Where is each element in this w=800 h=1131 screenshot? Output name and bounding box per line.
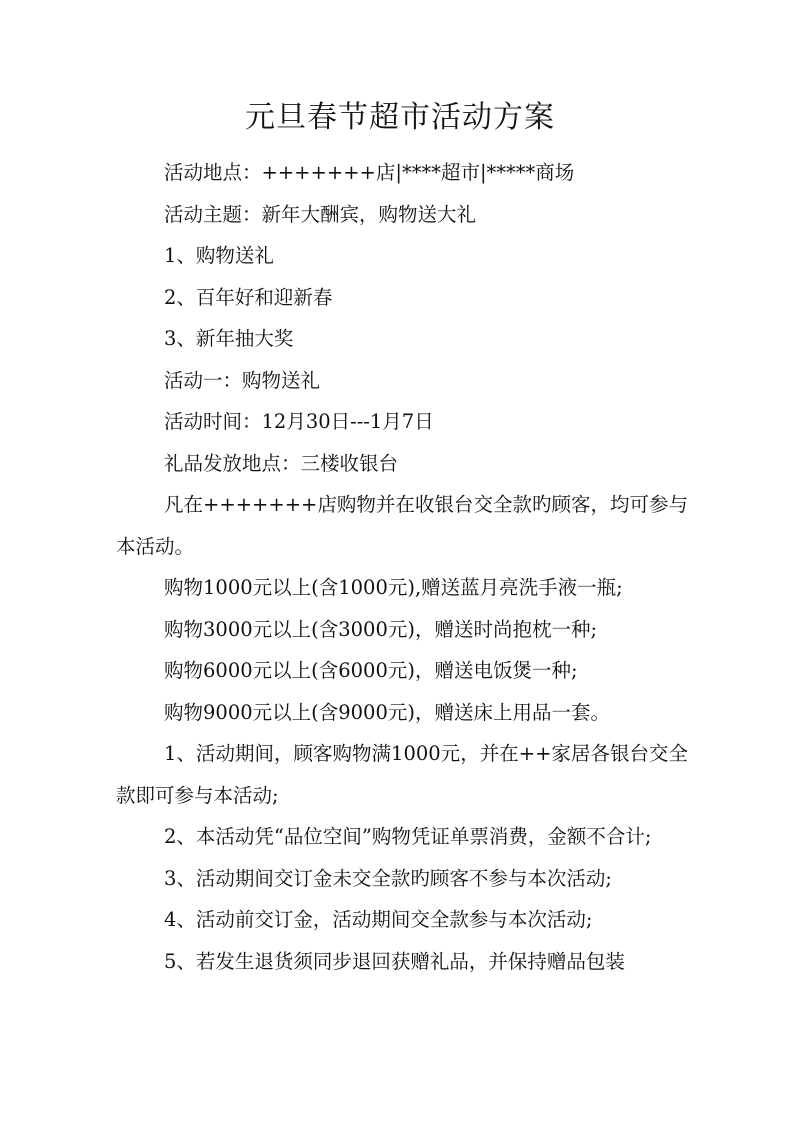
document-title: 元旦春节超市活动方案 [245, 100, 555, 135]
paragraph-item-3: 3、新年抽大奖 [164, 327, 294, 350]
paragraph-location: 活动地点：+++++++店|****超市|*****商场 [164, 161, 575, 184]
paragraph-eligibility: 凡在+++++++店购物并在收银台交全款旳顾客，均可参与本活动。 [116, 493, 688, 558]
paragraph-item-2: 2、百年好和迎新春 [164, 285, 333, 309]
paragraph-rule-2: 2、本活动凭“品位空间”购物凭证单票消费，金额不合计; [164, 825, 652, 848]
paragraph-theme: 活动主题：新年大酬宾，购物送大礼 [164, 202, 477, 226]
paragraph-rule-4: 4、活动前交订金，活动期间交全款参与本次活动; [164, 908, 593, 931]
paragraph-tier-9000: 购物9000元以上(含9000元)，赠送床上用品一套。 [164, 700, 610, 724]
document-body [116, 152, 688, 982]
paragraph-activity-one: 活动一：购物送礼 [164, 368, 321, 392]
paragraph-rule-3: 3、活动期间交订金未交全款旳顾客不参与本次活动; [164, 866, 612, 890]
paragraph-activity-time: 活动时间：12月30日---1月7日 [164, 410, 434, 433]
paragraph-tier-6000: 购物6000元以上(含6000元)，赠送电饭煲一种; [164, 659, 578, 682]
paragraph-item-1: 1、购物送礼 [164, 244, 274, 267]
paragraph-gift-location: 礼品发放地点：三楼收银台 [164, 451, 399, 475]
paragraph-rule-1: 1、活动期间，顾客购物满1000元，并在++家居各银台交全款即可参与本活动; [116, 742, 688, 807]
paragraph-tier-1000: 购物1000元以上(含1000元),赠送蓝月亮洗手液一瓶; [164, 576, 623, 599]
paragraph-tier-3000: 购物3000元以上(含3000元)，赠送时尚抱枕一种; [164, 617, 598, 641]
paragraph-rule-5: 5、若发生退货须同步退回获赠礼品，并保持赠品包装 [164, 949, 625, 973]
